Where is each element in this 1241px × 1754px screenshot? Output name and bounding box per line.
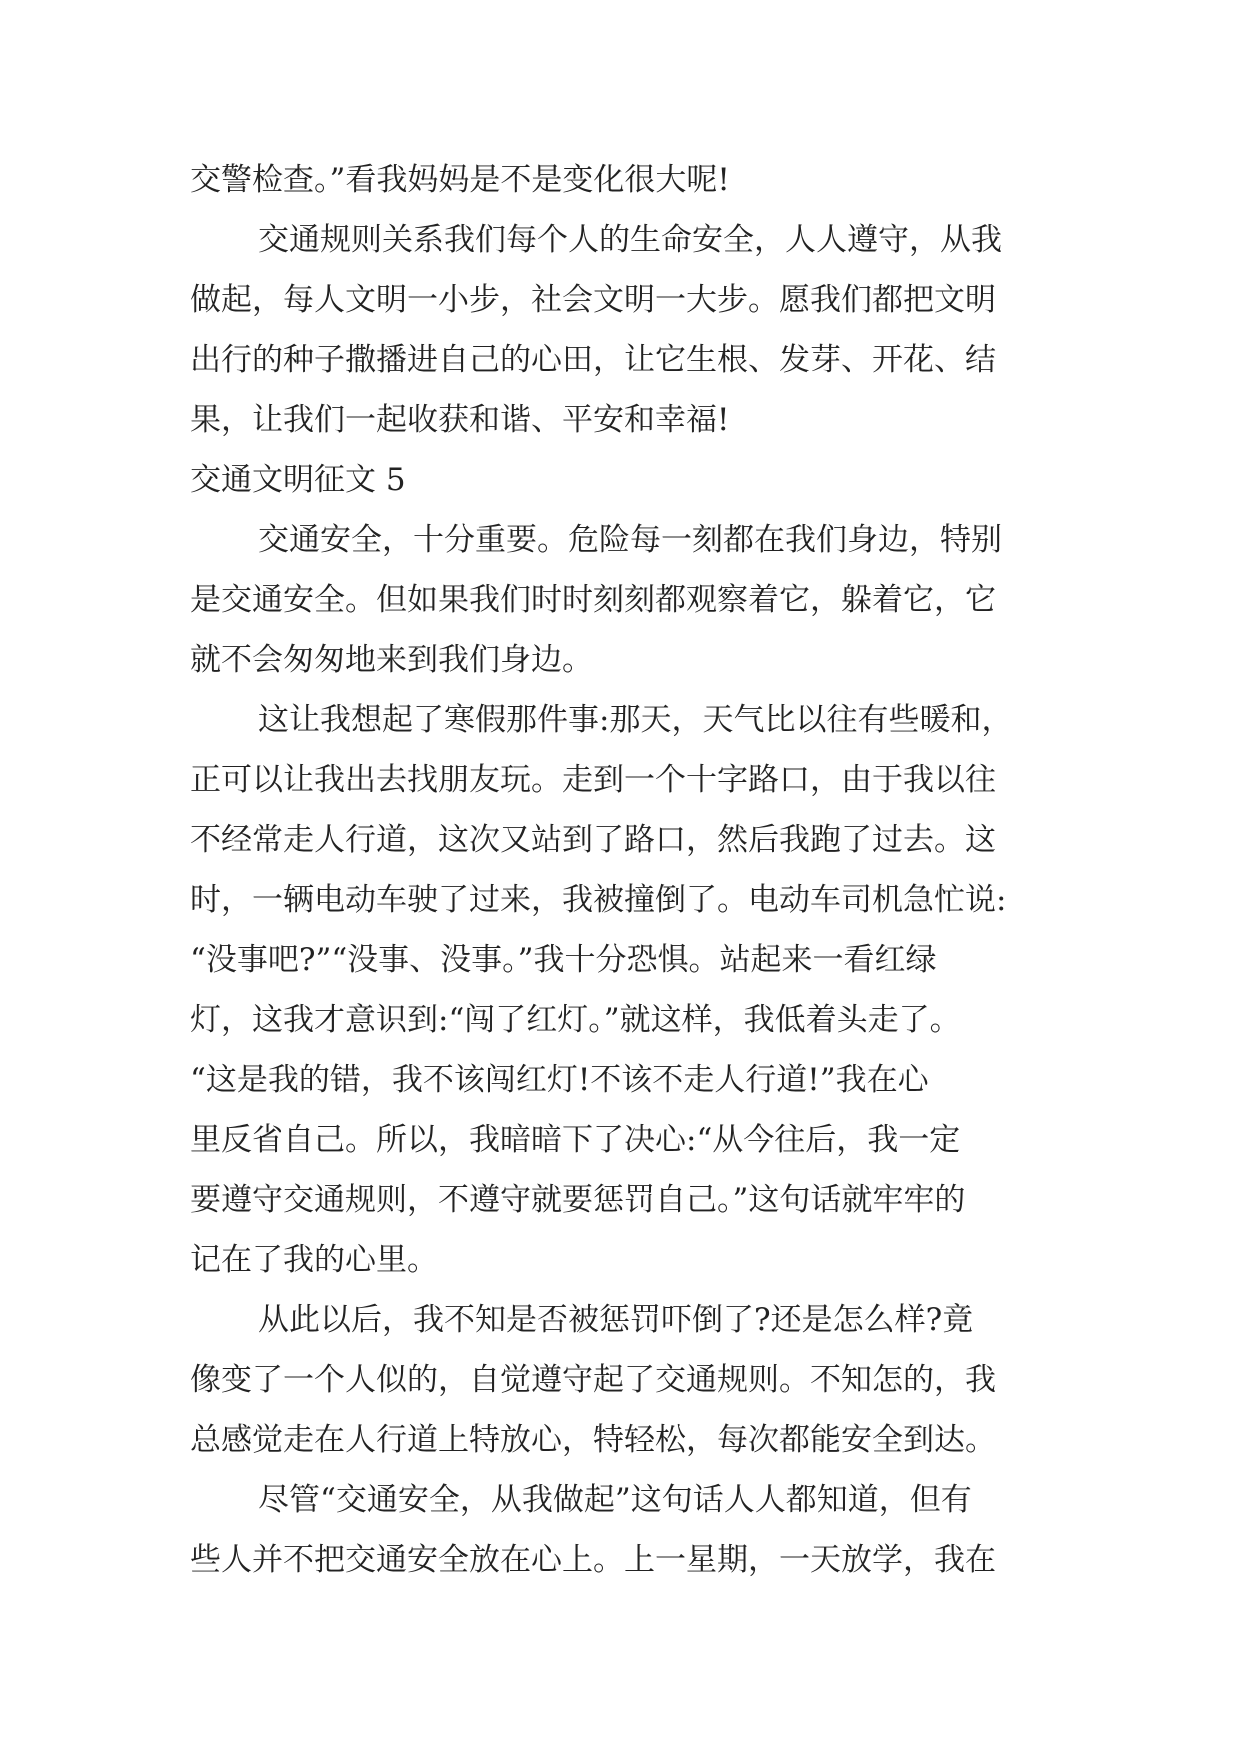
paragraph-first-line: 交通规则关系我们每个人的生命安全，人人遵守，从我	[258, 222, 1002, 258]
text-line: “这是我的错，我不该闯红灯!不该不走人行道!”我在心	[190, 1062, 929, 1098]
text-line: 总感觉走在人行道上特放心，特轻松，每次都能安全到达。	[190, 1422, 996, 1458]
section-heading: 交通文明征文 5	[190, 462, 406, 498]
text-line: 果，让我们一起收获和谐、平安和幸福!	[190, 402, 730, 438]
document-page	[190, 150, 1060, 1590]
paragraph-first-line: 这让我想起了寒假那件事:那天，天气比以往有些暖和，	[258, 702, 1013, 738]
text-line: 出行的种子撒播进自己的心田，让它生根、发芽、开花、结	[190, 342, 996, 378]
text-line: 些人并不把交通安全放在心上。上一星期，一天放学，我在	[190, 1542, 996, 1578]
text-line: 灯，这我才意识到:“闯了红灯。”就这样，我低着头走了。	[190, 1002, 961, 1038]
paragraph-first-line: 从此以后，我不知是否被惩罚吓倒了?还是怎么样?竟	[258, 1302, 974, 1338]
text-line: 时，一辆电动车驶了过来，我被撞倒了。电动车司机急忙说:	[190, 882, 1007, 918]
text-line: 就不会匆匆地来到我们身边。	[190, 642, 593, 678]
paragraph-first-line: 尽管“交通安全，从我做起”这句话人人都知道，但有	[258, 1482, 972, 1518]
text-line: 像变了一个人似的，自觉遵守起了交通规则。不知怎的，我	[190, 1362, 996, 1398]
text-line: 交警检查。”看我妈妈是不是变化很大呢!	[190, 162, 730, 198]
text-line: “没事吧?”“没事、没事。”我十分恐惧。站起来一看红绿	[190, 942, 937, 978]
text-line: 不经常走人行道，这次又站到了路口，然后我跑了过去。这	[190, 822, 996, 858]
paragraph-first-line: 交通安全，十分重要。危险每一刻都在我们身边，特别	[258, 522, 1002, 558]
text-line: 正可以让我出去找朋友玩。走到一个十字路口，由于我以往	[190, 762, 996, 798]
text-line: 记在了我的心里。	[190, 1242, 438, 1278]
text-line: 要遵守交通规则，不遵守就要惩罚自己。”这句话就牢牢的	[190, 1182, 966, 1218]
text-line: 做起，每人文明一小步，社会文明一大步。愿我们都把文明	[190, 282, 996, 318]
text-line: 里反省自己。所以，我暗暗下了决心:“从今往后，我一定	[190, 1122, 961, 1158]
text-line: 是交通安全。但如果我们时时刻刻都观察着它，躲着它，它	[190, 582, 996, 618]
